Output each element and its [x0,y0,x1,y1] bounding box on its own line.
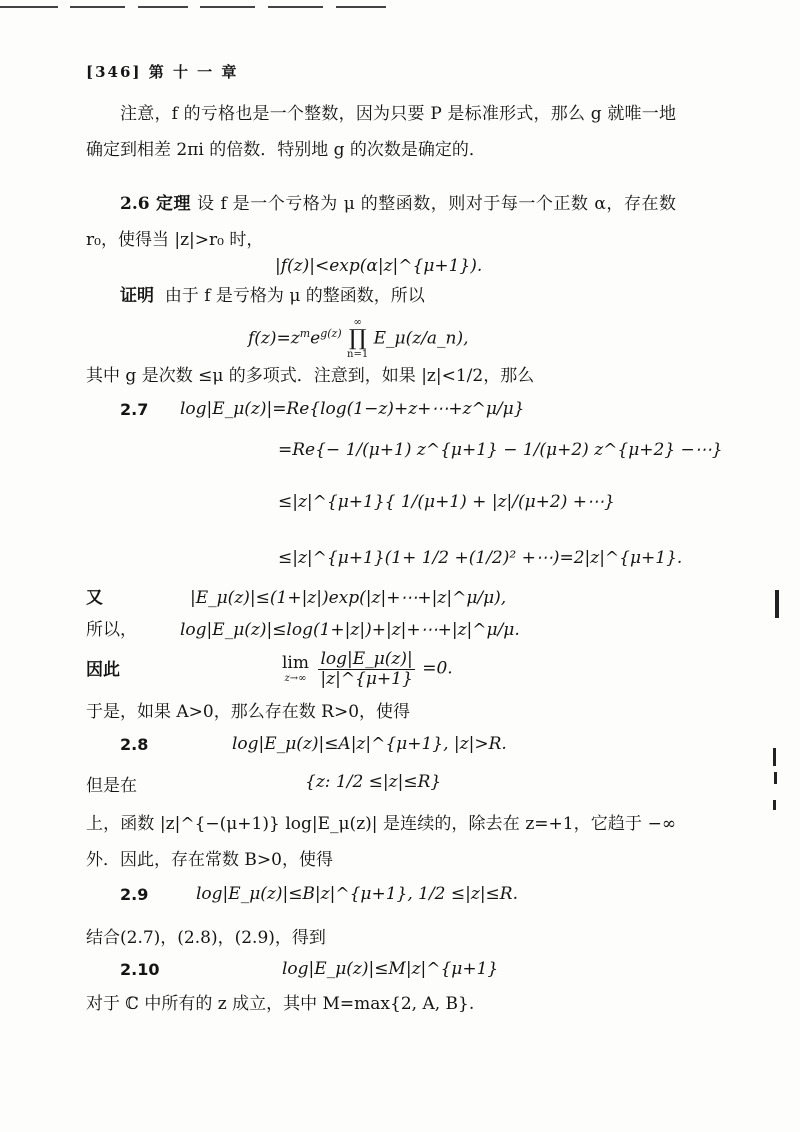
eq27-line4: ≤|z|^{μ+1}(1+ 1/2 +(1/2)² +⋯)=2|z|^{μ+1}. [278,548,683,568]
proof-line [120,286,425,306]
eq27-line3: ≤|z|^{μ+1}{ 1/(μ+1) + |z|/(μ+2) +⋯} [278,492,615,512]
lim-numerator: log|E_μ(z)| [320,649,413,669]
eq-set: {z: 1/2 ≤|z|≤R} [305,772,442,792]
theorem-2-6 [86,186,676,258]
lim-subscript: z→∞ [284,673,307,685]
line-final: 对于 ℂ 中所有的 z 成立，其中 M=max{2, A, B}. [86,994,475,1014]
line-combine: 结合(2.7)，(2.8)，(2.9)，得到 [86,928,326,948]
product-lower: n=1 [347,349,369,360]
margin-mark [775,590,779,618]
label-yinci: 因此 [86,660,120,680]
line-A: 于是，如果 A>0，那么存在数 R>0，使得 [86,702,411,722]
product-formula: $f(z)=z^me^{g(z)}$ ∞ ∏ n=1 E_μ(z/a_n), [248,317,469,360]
label-suoyi: 所以， [86,620,137,640]
label-you: 又 [86,588,103,608]
page-header: [346] 第 十 一 章 [86,63,239,81]
lim-block [282,654,309,684]
lim-end: =0. [422,658,453,679]
lim-fraction [318,650,414,688]
theorem-equation: |f(z)|<exp(α|z|^{μ+1}). [275,256,483,276]
limit-formula [280,650,453,688]
theorem-label: 2.6 定理 [120,194,192,214]
eq-number-2-10: 2.10 [120,960,160,979]
lim-denominator: |z|^{μ+1} [320,668,413,689]
lim-text: lim [282,653,309,674]
scan-artifact [336,6,386,8]
paragraph-genus: 注意，f 的亏格也是一个整数，因为只要 P 是标准形式，那么 g 就唯一地确定到相差 2πi 的倍数．特别地 g 的次数是确定的． [86,104,676,160]
scan-artifact [200,6,255,8]
product-rhs: E_μ(z/a_n), [373,328,469,349]
scan-artifact [70,6,125,8]
eq29: log|E_μ(z)|≤B|z|^{μ+1}, 1/2 ≤|z|≤R. [196,884,518,904]
proof-label: 证明 [120,286,154,306]
scan-artifact [0,6,58,8]
eq27-line2: =Re{− 1/(μ+1) z^{μ+1} − 1/(μ+2) z^{μ+2} −⋯} [278,440,723,460]
margin-mark [774,772,777,784]
paragraph-continuous: 上，函数 |z|^{−(μ+1)} log|E_μ(z)| 是连续的，除去在 z=+1，它趋于 −∞ 外．因此，存在常数 B>0，使得 [86,814,676,870]
eq-number-2-9: 2.9 [120,885,149,904]
eq28: log|E_μ(z)|≤A|z|^{μ+1}, |z|>R. [232,734,507,754]
label-danshi: 但是在 [86,776,137,796]
margin-mark [773,800,776,810]
eq-number-2-8: 2.8 [120,735,149,754]
scan-artifact [268,6,323,8]
product-symbol: ∞ ∏ n=1 [347,317,369,360]
product-upper: ∞ [353,317,362,328]
product-lhs: f(z)=z [248,328,300,349]
eq-you: |E_μ(z)|≤(1+|z|)exp(|z|+⋯+|z|^μ/μ), [190,588,507,608]
margin-mark [773,748,776,766]
proof-text: 由于 f 是亏格为 μ 的整函数，所以 [164,286,425,306]
polynomial-line: 其中 g 是次数 ≤μ 的多项式．注意到，如果 |z|<1/2，那么 [86,366,535,386]
eq210: log|E_μ(z)|≤M|z|^{μ+1} [282,959,499,979]
eq-suoyi: log|E_μ(z)|≤log(1+|z|)+|z|+⋯+|z|^μ/μ. [180,620,520,640]
eq27-line1: log|E_μ(z)|=Re{log(1−z)+z+⋯+z^μ/μ} [180,399,525,419]
eq-number-2-7: 2.7 [120,400,149,419]
scan-artifact [138,6,188,8]
theorem-text: 设 f 是一个亏格为 μ 的整函数，则对于每一个正数 α，存在数 r₀，使得当 |z|>r₀ 时， [86,194,676,250]
